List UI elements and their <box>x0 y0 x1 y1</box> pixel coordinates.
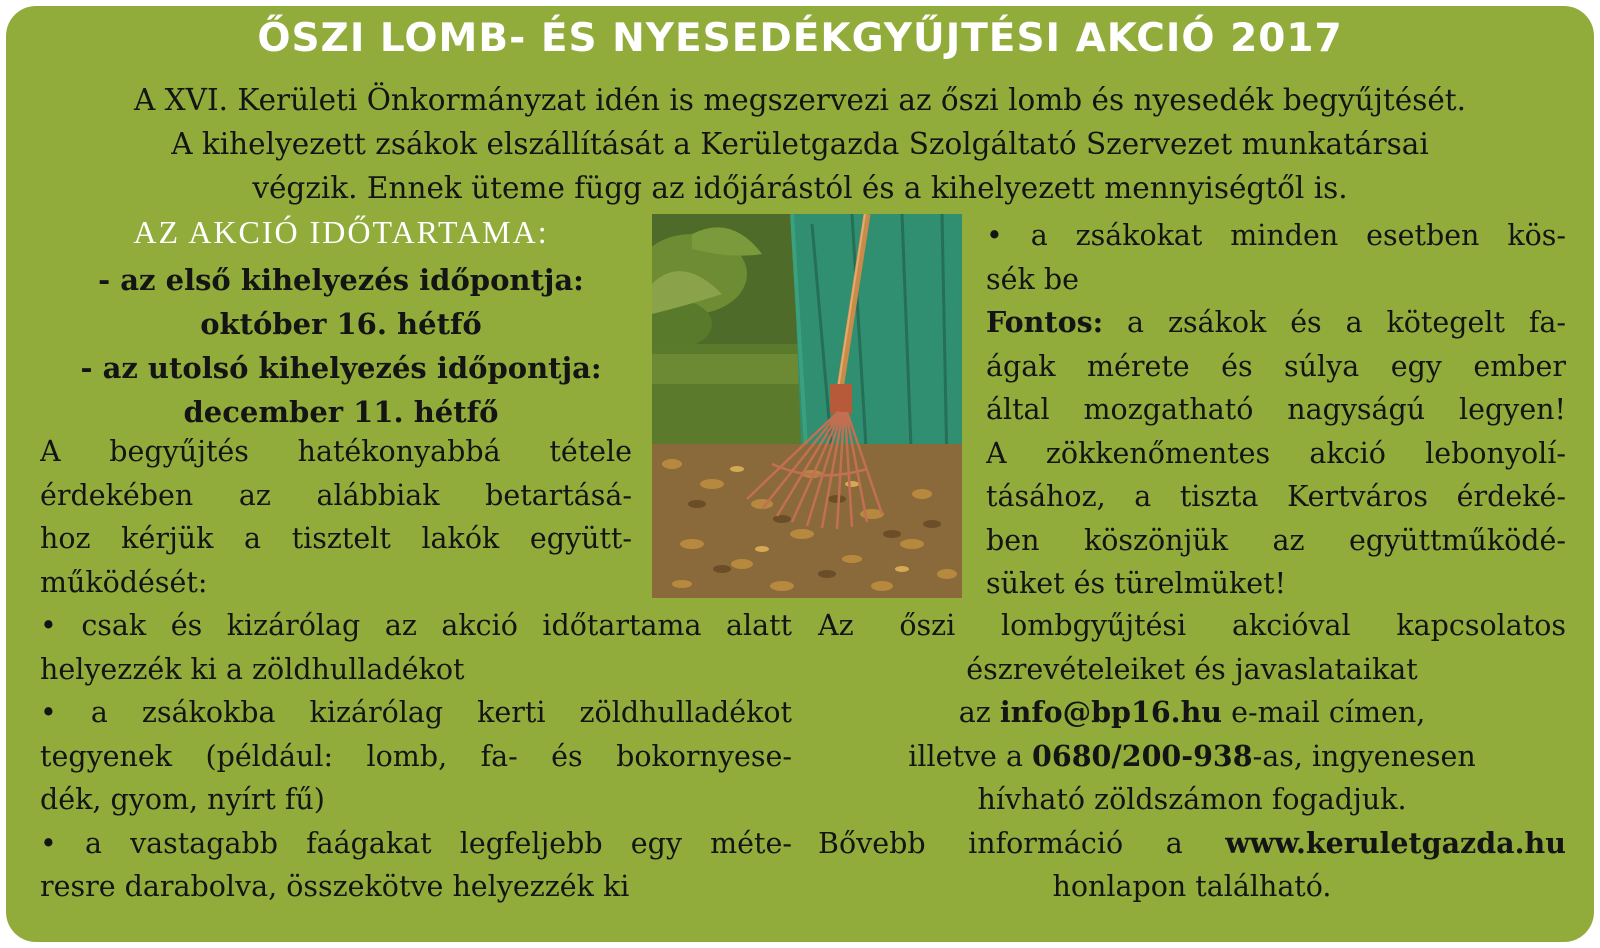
list-item: helyezzék ki a zöldhulladékot <box>40 652 465 686</box>
announcement-card <box>6 6 1594 942</box>
bag-instructions <box>986 214 1566 606</box>
last-placement-date: december 11. hétfő <box>183 395 499 429</box>
phone-number[interactable]: 0680/200-938 <box>1032 738 1253 773</box>
intro-paragraph <box>26 78 1574 210</box>
text-line: működését: <box>40 565 208 599</box>
first-placement-label: - az első kihelyezés időpontja: <box>98 263 584 297</box>
phone-line: illetve a 0680/200-938-as, ingyenesen <box>908 738 1476 773</box>
first-placement-date: október 16. hétfő <box>200 307 482 341</box>
intro-line: A XVI. Kerületi Önkormányzat idén is megszervezi az őszi lomb és nyesedék begyűjtését. <box>133 83 1467 117</box>
duration-dates <box>26 258 656 434</box>
page-title: ŐSZI LOMB- ÉS NYESEDÉKGYŰJTÉSI AKCIÓ 2017 <box>257 16 1343 61</box>
text-line: • a zsákokat minden esetben kös- <box>986 219 1566 252</box>
list-item: resre darabolva, összekötve helyezzék ki <box>40 870 630 903</box>
contact-line: észrevételeiket és javaslataikat <box>966 652 1418 686</box>
text-line: érdekében az alábbiak betartásá- <box>40 478 632 512</box>
website-line: Bővebb információ a www.keruletgazda.hu <box>818 825 1566 860</box>
list-item: • a zsákokba kizárólag kerti zöldhulladékot <box>40 696 792 729</box>
email-line: az info@bp16.hu e-mail címen, <box>958 695 1426 729</box>
list-item: • a vastagabb faágakat legfeljebb egy méte- <box>40 826 792 860</box>
last-placement-label: - az utolsó kihelyezés időpontja: <box>80 351 602 385</box>
email-link[interactable]: info@bp16.hu <box>999 695 1223 729</box>
rake-leaves-photo <box>652 214 962 598</box>
text-line: A zökkenőmentes akció lebonyolí- <box>986 436 1566 470</box>
text-line: ben köszönjük az együttműködé- <box>986 523 1566 557</box>
contact-info <box>818 604 1566 909</box>
contact-line: hívható zöldszámon fogadjuk. <box>977 783 1407 816</box>
text-line: ágak mérete és súlya egy ember <box>986 349 1566 383</box>
text-line: A begyűjtés hatékonyabbá tétele <box>40 435 632 468</box>
text-line: hoz kérjük a tisztelt lakók együtt- <box>40 522 632 555</box>
text-line: sék be <box>986 262 1079 296</box>
contact-line: Az őszi lombgyűjtési akcióval kapcsolatos <box>818 609 1566 642</box>
text-line: tásához, a tiszta Kertváros érdeké- <box>986 480 1566 513</box>
list-item: dék, gyom, nyírt fű) <box>40 783 325 816</box>
website-link[interactable]: www.keruletgazda.hu <box>1225 825 1566 860</box>
fontos-label: Fontos: <box>986 305 1104 339</box>
list-item: • csak és kizárólag az akció időtartama alatt <box>40 609 792 642</box>
rules-list <box>40 604 792 909</box>
text-line: által mozgatható nagyságú legyen! <box>986 393 1566 426</box>
fontos-text: a zsákok és a kötegelt fa- <box>1103 306 1566 339</box>
cooperation-request <box>40 430 632 604</box>
intro-line: A kihelyezett zsákok elszállítását a Kerületgazda Szolgáltató Szervezet munkatársai <box>171 127 1429 161</box>
contact-line: honlapon található. <box>1052 870 1332 903</box>
list-item: tegyenek (például: lomb, fa- és bokornyese- <box>40 739 792 773</box>
text-line: süket és türelmüket! <box>986 567 1287 600</box>
photo-illustration <box>652 214 962 598</box>
fontos-line <box>986 301 1566 345</box>
intro-line: végzik. Ennek üteme függ az időjárástól és a kihelyezett mennyiségtől is. <box>252 171 1348 205</box>
duration-heading: AZ AKCIÓ IDŐTARTAMA: <box>133 214 549 250</box>
